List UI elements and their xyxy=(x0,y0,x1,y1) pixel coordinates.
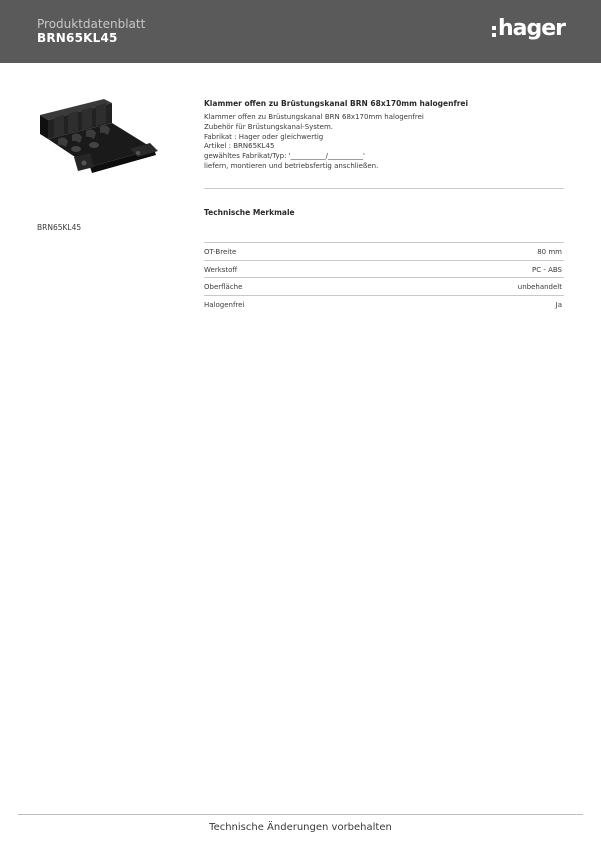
section-divider xyxy=(204,188,564,189)
spec-label: Halogenfrei xyxy=(204,300,245,309)
hager-logo xyxy=(492,16,565,42)
footer-note: Technische Änderungen vorbehalten xyxy=(209,822,392,833)
article-number: BRN65KL45 xyxy=(37,31,118,45)
spec-row xyxy=(204,243,564,261)
spec-value: Ja xyxy=(555,300,562,309)
spec-row xyxy=(204,261,564,279)
image-caption: BRN65KL45 xyxy=(37,223,82,232)
spec-label: Werkstoff xyxy=(204,265,238,274)
description-line: Klammer offen zu Brüstungskanal BRN 68x170mm halogenfrei xyxy=(204,113,424,121)
description-line: gewähltes Fabrikat/Typ: '__________/__________' xyxy=(204,152,365,161)
spec-row xyxy=(204,296,564,314)
specs-heading: Technische Merkmale xyxy=(204,208,295,217)
spec-row xyxy=(204,278,564,296)
product-image xyxy=(34,93,160,185)
logo-dots xyxy=(492,26,496,37)
description-line: Artikel : BRN65KL45 xyxy=(204,142,275,151)
spec-value: 80 mm xyxy=(537,248,562,256)
spec-value: unbehandelt xyxy=(517,283,562,291)
spec-label: Oberfläche xyxy=(204,283,243,291)
description-line: Zubehör für Brüstungskanal-System. xyxy=(204,122,334,131)
product-title: Klammer offen zu Brüstungskanal BRN 68x170mm halogenfrei xyxy=(204,99,469,108)
document-type: Produktdatenblatt xyxy=(37,17,146,31)
specs-table xyxy=(204,242,564,313)
spec-value: PC - ABS xyxy=(532,265,562,274)
description-line: Fabrikat : Hager oder gleichwertig xyxy=(204,132,324,141)
header-bar xyxy=(0,0,601,63)
logo-wordmark: hager xyxy=(498,16,566,41)
footer-divider xyxy=(18,814,583,815)
description-line: liefern, montieren und betriebsfertig anschließen. xyxy=(204,161,379,170)
product-description xyxy=(204,113,564,172)
spec-label: OT-Breite xyxy=(204,248,237,256)
